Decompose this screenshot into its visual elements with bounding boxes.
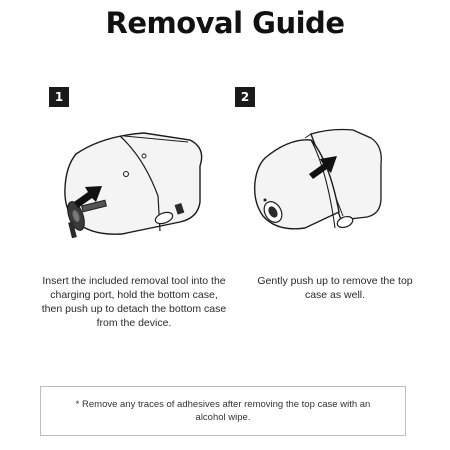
step-2-text: Gently push up to remove the top case as well.	[257, 275, 413, 301]
note-box	[40, 386, 406, 436]
step-2-badge: 2	[235, 87, 255, 107]
step-2-illustration	[235, 118, 425, 248]
case-body	[65, 133, 202, 234]
step-1-badge: 1	[49, 87, 69, 107]
page-title: Removal Guide	[105, 6, 345, 40]
note-text: * Remove any traces of adhesives after removing the top case with an alcohol wipe.	[75, 399, 371, 423]
step-1-text: Insert the included removal tool into the charging port, hold the bottom case, then push up to detach the bottom case from the device.	[41, 275, 227, 329]
step-1-illustration	[40, 118, 220, 248]
status-light	[264, 199, 267, 202]
